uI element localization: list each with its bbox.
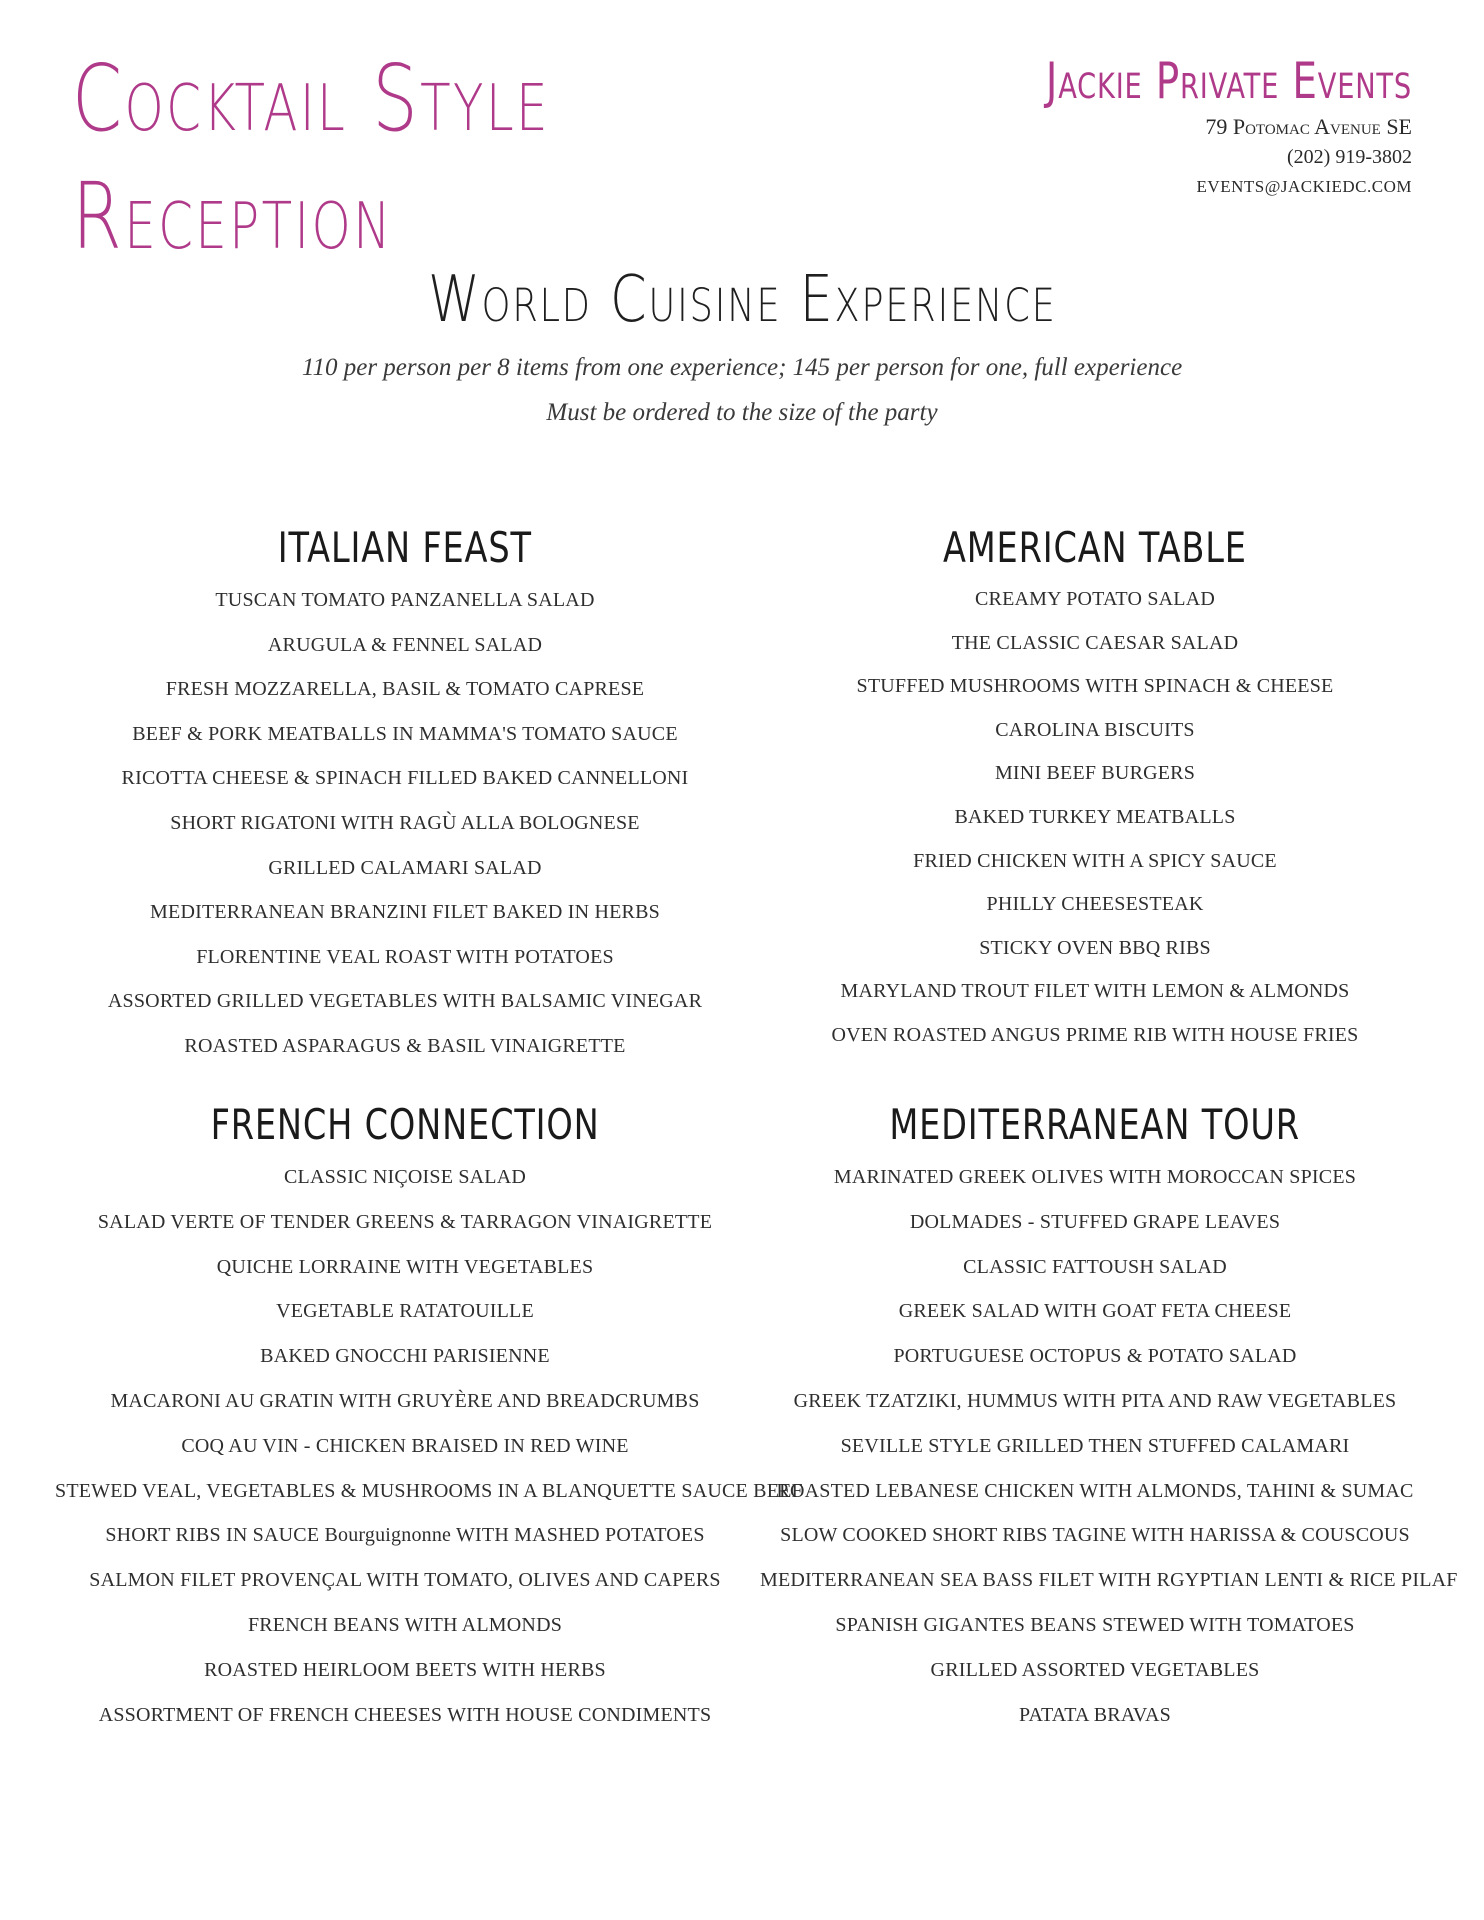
menu-item: GRILLED ASSORTED VEGETABLES <box>930 1658 1260 1681</box>
menu-item: TUSCAN TOMATO PANZANELLA SALAD <box>215 589 595 611</box>
pricing-note <box>0 345 1484 435</box>
menu-item: ARUGULA & FENNEL SALAD <box>267 633 543 656</box>
menu-title-french <box>55 1095 755 1155</box>
menu-title-american <box>760 518 1430 578</box>
menu-list-italian <box>70 578 740 1069</box>
menu-title-text: FRENCH CONNECTION <box>210 1100 600 1149</box>
menu-item: SALMON FILET PROVENÇAL WITH TOMATO, OLIVES AND CAPERS <box>89 1569 721 1592</box>
document-title-line-1: Cocktail Style <box>72 45 550 152</box>
menu-item: STICKY OVEN BBQ RIBS <box>979 936 1211 959</box>
menu-item: BEEF & PORK MEATBALLS IN MAMMA'S TOMATO SAUCE <box>132 722 678 745</box>
menu-item: SALAD VERTE OF TENDER GREENS & TARRAGON VINAIGRETTE <box>97 1210 713 1233</box>
menu-item: CLASSIC NIÇOISE SALAD <box>283 1166 526 1188</box>
menu-item: ROASTED ASPARAGUS & BASIL VINAIGRETTE <box>184 1034 626 1057</box>
document-title-line-2: Reception <box>72 163 393 270</box>
menu-item: MEDITERRANEAN SEA BASS FILET WITH RGYPTIAN LENTI & RICE PILAF <box>760 1569 1458 1592</box>
pricing-line-2: Must be ordered to the size of the party <box>546 399 938 426</box>
menu-list-american <box>760 578 1430 1058</box>
experience-heading <box>0 262 1484 338</box>
menu-item: PORTUGUESE OCTOPUS & POTATO SALAD <box>893 1345 1297 1368</box>
menu-item: GREEK TZATZIKI, HUMMUS WITH PITA AND RAW VEGETABLES <box>793 1389 1397 1412</box>
menu-item: FRIED CHICKEN WITH A SPICY SAUCE <box>913 849 1277 872</box>
menu-item: ASSORTED GRILLED VEGETABLES WITH BALSAMIC VINEGAR <box>107 990 703 1013</box>
menu-section-american <box>760 518 1430 1058</box>
menu-item: FRESH MOZZARELLA, BASIL & TOMATO CAPRESE <box>165 678 645 701</box>
menu-title-text: ITALIAN FEAST <box>277 523 533 572</box>
menu-item: MINI BEEF BURGERS <box>994 762 1196 785</box>
document-title <box>72 40 632 276</box>
menu-section-mediterranean <box>760 1095 1458 1737</box>
menu-item: QUICHE LORRAINE WITH VEGETABLES <box>216 1255 594 1278</box>
menu-item: THE CLASSIC CAESAR SALAD <box>951 631 1239 654</box>
menu-item: ROASTED LEBANESE CHICKEN WITH ALMONDS, TAHINI & SUMAC <box>776 1479 1414 1502</box>
menu-title-text: AMERICAN TABLE <box>943 523 1247 572</box>
menu-item: STUFFED MUSHROOMS WITH SPINACH & CHEESE <box>856 675 1334 698</box>
menu-item: MEDITERRANEAN BRANZINI FILET BAKED IN HERBS <box>150 901 660 924</box>
menu-item: CREAMY POTATO SALAD <box>974 588 1215 610</box>
menu-item: GREEK SALAD WITH GOAT FETA CHEESE <box>898 1300 1292 1323</box>
menu-item: SHORT RIBS IN SAUCE Bourguignonne WITH MASHED POTATOES <box>105 1524 705 1547</box>
menu-item: CAROLINA BISCUITS <box>995 718 1195 741</box>
menu-item: CLASSIC FATTOUSH SALAD <box>963 1255 1227 1278</box>
menu-item: MACARONI AU GRATIN WITH GRUYÈRE AND BREADCRUMBS <box>110 1389 700 1412</box>
menu-item: SLOW COOKED SHORT RIBS TAGINE WITH HARISSA & COUSCOUS <box>780 1524 1410 1547</box>
menu-item: DOLMADES - STUFFED GRAPE LEAVES <box>909 1210 1281 1233</box>
menu-title-text: MEDITERRANEAN TOUR <box>889 1100 1301 1149</box>
menu-item: SEVILLE STYLE GRILLED THEN STUFFED CALAMARI <box>840 1434 1350 1457</box>
menu-item: PHILLY CHEESESTEAK <box>986 893 1204 916</box>
menu-item: BAKED GNOCCHI PARISIENNE <box>260 1345 550 1368</box>
menu-title-italian <box>70 518 740 578</box>
menu-section-french <box>55 1095 803 1737</box>
company-address: 79 Potomac Avenue SE <box>1205 114 1412 139</box>
company-phone: (202) 919-3802 <box>1287 146 1412 168</box>
menu-list-mediterranean <box>760 1155 1458 1737</box>
menu-item: BAKED TURKEY MEATBALLS <box>954 805 1236 828</box>
menu-item: ASSORTMENT OF FRENCH CHEESES WITH HOUSE CONDIMENTS <box>98 1703 712 1726</box>
company-name: Jackie Private Events <box>1045 52 1412 110</box>
menu-item: GRILLED CALAMARI SALAD <box>268 856 542 879</box>
menu-title-mediterranean <box>760 1095 1430 1155</box>
menu-item: COQ AU VIN - CHICKEN BRAISED IN RED WINE <box>181 1434 629 1457</box>
menu-item: FLORENTINE VEAL ROAST WITH POTATOES <box>196 945 614 968</box>
menu-item: FRENCH BEANS WITH ALMONDS <box>247 1613 563 1636</box>
menu-list-french <box>55 1155 803 1737</box>
company-info <box>892 50 1412 202</box>
menu-item: OVEN ROASTED ANGUS PRIME RIB WITH HOUSE FRIES <box>831 1023 1359 1046</box>
menu-item: SPANISH GIGANTES BEANS STEWED WITH TOMATOES <box>835 1613 1355 1636</box>
menu-item: PATATA BRAVAS <box>1019 1703 1171 1726</box>
menu-item: STEWED VEAL, VEGETABLES & MUSHROOMS IN A BLANQUETTE SAUCE BEEF <box>55 1479 803 1502</box>
pricing-line-1: 110 per person per 8 items from one experience; 145 per person for one, full experience <box>301 354 1183 381</box>
menu-item: RICOTTA CHEESE & SPINACH FILLED BAKED CANNELLONI <box>121 767 689 790</box>
menu-item: SHORT RIGATONI WITH RAGÙ ALLA BOLOGNESE <box>170 811 640 834</box>
menu-item: MARINATED GREEK OLIVES WITH MOROCCAN SPICES <box>833 1166 1357 1188</box>
menu-item: ROASTED HEIRLOOM BEETS WITH HERBS <box>204 1658 606 1681</box>
menu-item: VEGETABLE RATATOUILLE <box>276 1300 534 1323</box>
company-email: EVENTS@JACKIEDC.COM <box>1196 177 1412 196</box>
menu-item: MARYLAND TROUT FILET WITH LEMON & ALMONDS <box>840 980 1350 1003</box>
experience-heading-text: World Cuisine Experience <box>427 263 1057 337</box>
menu-section-italian <box>70 518 740 1069</box>
